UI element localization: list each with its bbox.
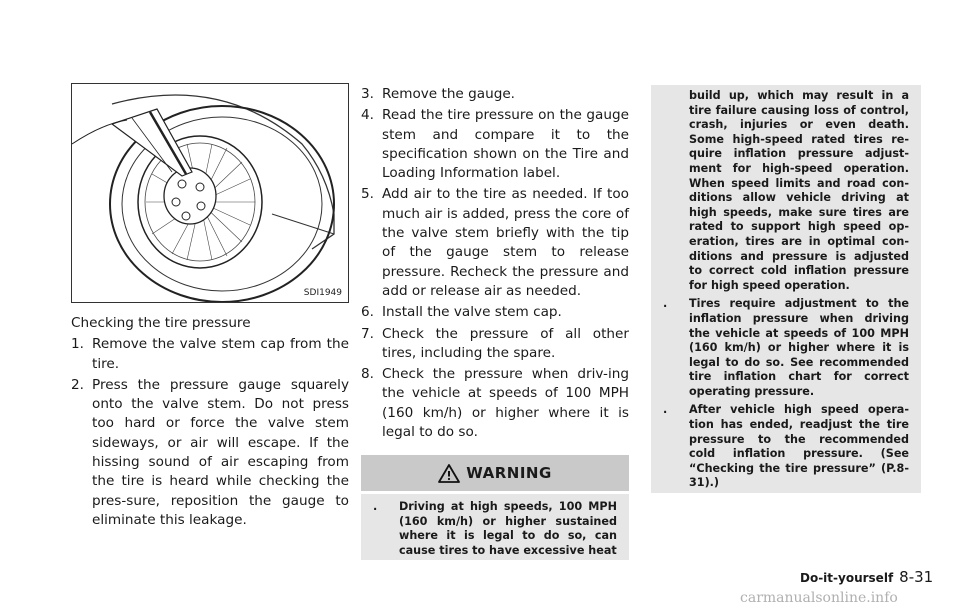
step-text: Install the valve stem cap.: [382, 304, 562, 321]
warning-body-continued: [651, 85, 921, 493]
tire-illustration-drawing: [72, 84, 348, 302]
bullet-mark: .: [663, 297, 668, 311]
step-item: [361, 325, 629, 364]
figure-code: SDI1949: [303, 288, 342, 298]
step-text: Remove the valve stem cap from the tire.: [92, 336, 349, 372]
warning-bullet: [663, 297, 909, 399]
page-number: 8-31: [899, 568, 934, 586]
warning-body-start: [361, 494, 629, 560]
steps-list-1: [71, 335, 349, 530]
step-number: 5.: [361, 186, 374, 203]
column-1: [71, 314, 349, 532]
step-number: 7.: [361, 325, 374, 342]
footer-section: Do-it-yourself: [800, 571, 894, 585]
page-footer: [800, 568, 933, 586]
watermark-text: carmanualsonline.info: [740, 590, 898, 606]
step-number: 8.: [361, 366, 374, 383]
step-number: 2.: [71, 376, 84, 393]
warning-bullet-text: After vehicle high speed opera-tion has ended, readjust the tire pressure to the recommended cold inflation pressure. (See “Checking the tire pressure” (P.8-31).): [689, 403, 909, 490]
warning-header: [361, 455, 629, 491]
warning-title: WARNING: [466, 464, 552, 482]
step-item: [71, 335, 349, 374]
step-item: [361, 303, 629, 322]
step-item: [361, 365, 629, 442]
step-text: Read the tire pressure on the gauge stem and compare it to the specification shown on the Tire and Loading Information label.: [382, 107, 629, 182]
step-text: Check the pressure when driv-ing the vehicle at speeds of 100 MPH (160 km/h) or higher where it is legal to do so.: [382, 366, 629, 441]
warning-bullet-text: build up, which may result in a tire failure causing loss of control, crash, injuries or even death. Some high-speed rated tires re-quire inflation pressure adjust-ment for high-speed operation. When speed limits and road con-ditions allow vehicle driving at high speeds, make sure tires are rated to support high speed op-eration, tires are in optimal con-ditions and pressure is adjusted to correct cold inflation pressure for high speed operation.: [689, 89, 909, 292]
step-text: Remove the gauge.: [382, 86, 516, 102]
step-text: Add air to the tire as needed. If too much air is added, press the core of the valve stem briefly with the tip of the gauge stem to release pressure. Recheck the pressure and add or release air as needed.: [382, 186, 629, 299]
step-item: [361, 106, 629, 183]
section-heading: Checking the tire pressure: [71, 315, 251, 331]
warning-bullet-continued: [663, 89, 909, 293]
warning-bullet-text: Tires require adjustment to the inflation pressure when driving the vehicle at speeds of 100 MPH (160 km/h) or higher where it is legal to do so. See recommended tire inflation chart for correct operating pressure.: [689, 297, 909, 398]
steps-list-2: [361, 85, 629, 442]
step-number: 6.: [361, 304, 374, 321]
step-number: 1.: [71, 336, 84, 353]
warning-triangle-icon: [438, 464, 460, 483]
warning-bullet-text: Driving at high speeds, 100 MPH (160 km/h) or higher sustained where it is legal to do so, can cause tires to have excessive heat: [399, 500, 617, 557]
step-item: [361, 185, 629, 301]
bullet-mark: .: [663, 403, 668, 417]
bullet-mark: .: [373, 500, 378, 513]
column-2: [361, 85, 629, 444]
warning-bullet: [663, 403, 909, 491]
step-number: 4.: [361, 107, 374, 124]
step-text: Check the pressure of all other tires, including the spare.: [382, 325, 629, 361]
warning-bullet: [373, 500, 617, 558]
step-item: [71, 376, 349, 530]
step-text: Press the pressure gauge squarely onto the valve stem. Do not press too hard or force the valve stem sideways, or air will escape. If the hissing sound of air escaping from the tire is heard while checking the pres-sure, reposition the gauge to eliminate this leakage.: [92, 376, 349, 528]
step-item: [361, 85, 629, 104]
tire-gauge-illustration: [71, 83, 349, 303]
step-number: 3.: [361, 86, 374, 102]
